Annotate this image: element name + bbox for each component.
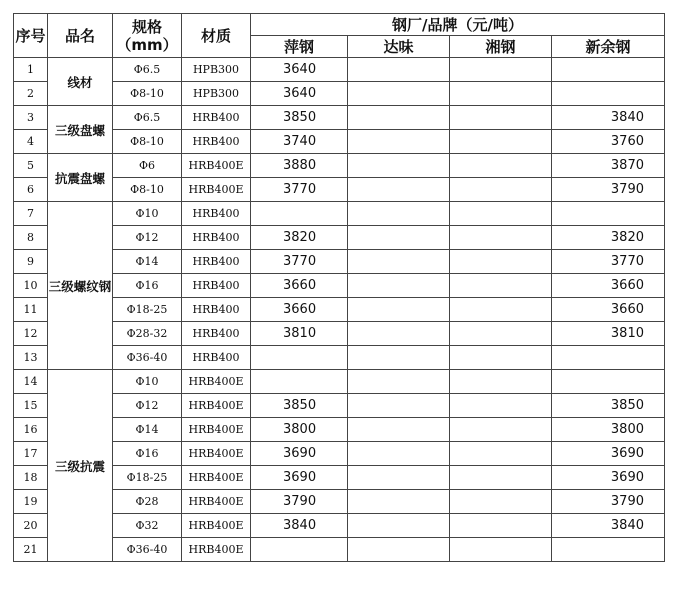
price-cell <box>348 154 450 178</box>
price-cell: 3880 <box>251 154 348 178</box>
row-seq: 10 <box>14 274 48 298</box>
row-seq: 12 <box>14 322 48 346</box>
header-brand-xianggang: 湘钢 <box>450 36 552 58</box>
row-material: HRB400 <box>182 106 251 130</box>
price-cell: 3790 <box>552 178 665 202</box>
row-seq: 14 <box>14 370 48 394</box>
price-cell: 3660 <box>552 298 665 322</box>
row-material: HPB300 <box>182 82 251 106</box>
product-name: 抗震盘螺 <box>48 154 113 202</box>
row-seq: 16 <box>14 418 48 442</box>
price-cell <box>450 178 552 202</box>
price-cell: 3850 <box>251 106 348 130</box>
price-cell: 3770 <box>251 178 348 202</box>
row-spec: Φ8-10 <box>113 178 182 202</box>
price-cell <box>552 58 665 82</box>
row-seq: 21 <box>14 538 48 562</box>
row-material: HRB400E <box>182 514 251 538</box>
price-cell <box>450 202 552 226</box>
product-name: 三级盘螺 <box>48 106 113 154</box>
row-seq: 7 <box>14 202 48 226</box>
row-spec: Φ14 <box>113 250 182 274</box>
price-cell <box>348 130 450 154</box>
row-material: HPB300 <box>182 58 251 82</box>
row-seq: 4 <box>14 130 48 154</box>
header-seq: 序号 <box>14 14 48 58</box>
price-cell: 3770 <box>251 250 348 274</box>
row-seq: 9 <box>14 250 48 274</box>
header-spec: 规格（mm） <box>113 14 182 58</box>
row-spec: Φ10 <box>113 370 182 394</box>
price-cell: 3840 <box>251 514 348 538</box>
header-brand-xinyugang: 新余钢 <box>552 36 665 58</box>
header-brand-group: 钢厂/品牌（元/吨） <box>251 14 665 36</box>
product-name: 三级抗震 <box>48 370 113 562</box>
price-cell: 3760 <box>552 130 665 154</box>
row-material: HRB400E <box>182 442 251 466</box>
row-material: HRB400E <box>182 418 251 442</box>
row-seq: 18 <box>14 466 48 490</box>
row-spec: Φ28 <box>113 490 182 514</box>
row-seq: 3 <box>14 106 48 130</box>
row-spec: Φ8-10 <box>113 82 182 106</box>
row-spec: Φ36-40 <box>113 538 182 562</box>
price-cell: 3690 <box>552 466 665 490</box>
price-cell <box>552 202 665 226</box>
row-seq: 5 <box>14 154 48 178</box>
row-seq: 19 <box>14 490 48 514</box>
price-cell <box>251 370 348 394</box>
price-cell: 3820 <box>552 226 665 250</box>
price-cell: 3770 <box>552 250 665 274</box>
product-name: 线材 <box>48 58 113 106</box>
price-cell <box>450 442 552 466</box>
price-cell <box>348 514 450 538</box>
header-brand-pinggang: 萍钢 <box>251 36 348 58</box>
price-cell <box>348 82 450 106</box>
price-cell: 3800 <box>251 418 348 442</box>
row-spec: Φ10 <box>113 202 182 226</box>
header-row-top <box>14 14 665 36</box>
price-cell: 3840 <box>552 514 665 538</box>
row-material: HRB400 <box>182 202 251 226</box>
price-cell <box>450 250 552 274</box>
price-cell <box>348 394 450 418</box>
price-cell <box>450 490 552 514</box>
price-cell <box>450 130 552 154</box>
table-row <box>14 154 665 178</box>
row-spec: Φ6.5 <box>113 106 182 130</box>
row-material: HRB400 <box>182 130 251 154</box>
price-cell: 3850 <box>251 394 348 418</box>
price-cell <box>348 298 450 322</box>
row-seq: 11 <box>14 298 48 322</box>
price-cell: 3690 <box>251 442 348 466</box>
price-cell: 3870 <box>552 154 665 178</box>
price-cell: 3660 <box>552 274 665 298</box>
price-cell <box>251 538 348 562</box>
row-spec: Φ8-10 <box>113 130 182 154</box>
price-cell <box>450 58 552 82</box>
table-row <box>14 58 665 82</box>
row-material: HRB400E <box>182 154 251 178</box>
steel-price-table <box>13 13 665 562</box>
row-material: HRB400E <box>182 490 251 514</box>
price-cell <box>348 202 450 226</box>
row-spec: Φ16 <box>113 274 182 298</box>
price-cell <box>450 466 552 490</box>
row-seq: 6 <box>14 178 48 202</box>
price-cell: 3800 <box>552 418 665 442</box>
row-material: HRB400E <box>182 538 251 562</box>
price-cell <box>450 370 552 394</box>
row-material: HRB400 <box>182 346 251 370</box>
price-cell: 3840 <box>552 106 665 130</box>
row-material: HRB400E <box>182 178 251 202</box>
price-cell <box>348 370 450 394</box>
price-cell <box>348 466 450 490</box>
row-material: HRB400 <box>182 226 251 250</box>
price-cell <box>450 394 552 418</box>
row-spec: Φ12 <box>113 226 182 250</box>
price-cell <box>450 538 552 562</box>
row-spec: Φ6 <box>113 154 182 178</box>
header-brand-dawei: 达味 <box>348 36 450 58</box>
row-spec: Φ14 <box>113 418 182 442</box>
price-cell <box>348 346 450 370</box>
price-cell <box>450 322 552 346</box>
row-seq: 2 <box>14 82 48 106</box>
row-spec: Φ12 <box>113 394 182 418</box>
price-cell: 3740 <box>251 130 348 154</box>
row-spec: Φ6.5 <box>113 58 182 82</box>
row-seq: 15 <box>14 394 48 418</box>
row-seq: 13 <box>14 346 48 370</box>
price-cell <box>552 82 665 106</box>
price-cell <box>552 538 665 562</box>
row-material: HRB400E <box>182 370 251 394</box>
row-spec: Φ36-40 <box>113 346 182 370</box>
price-cell <box>348 538 450 562</box>
price-cell <box>348 490 450 514</box>
price-cell <box>450 154 552 178</box>
price-cell: 3640 <box>251 58 348 82</box>
price-cell <box>348 250 450 274</box>
row-seq: 17 <box>14 442 48 466</box>
price-cell <box>348 274 450 298</box>
price-cell <box>450 298 552 322</box>
price-cell: 3660 <box>251 298 348 322</box>
product-name: 三级螺纹钢 <box>48 202 113 370</box>
price-cell: 3690 <box>251 466 348 490</box>
row-material: HRB400 <box>182 274 251 298</box>
price-cell <box>450 346 552 370</box>
price-cell <box>552 346 665 370</box>
price-cell <box>348 226 450 250</box>
row-material: HRB400E <box>182 466 251 490</box>
price-cell <box>450 106 552 130</box>
price-table-body <box>14 58 665 562</box>
price-cell: 3810 <box>552 322 665 346</box>
row-material: HRB400 <box>182 298 251 322</box>
row-material: HRB400 <box>182 322 251 346</box>
price-cell <box>348 322 450 346</box>
price-cell <box>552 370 665 394</box>
table-row <box>14 106 665 130</box>
price-cell <box>348 442 450 466</box>
header-name: 品名 <box>48 14 113 58</box>
header-material: 材质 <box>182 14 251 58</box>
price-cell: 3640 <box>251 82 348 106</box>
price-cell: 3810 <box>251 322 348 346</box>
row-spec: Φ28-32 <box>113 322 182 346</box>
table-row <box>14 202 665 226</box>
row-seq: 8 <box>14 226 48 250</box>
row-spec: Φ18-25 <box>113 298 182 322</box>
price-cell <box>450 226 552 250</box>
price-cell <box>348 178 450 202</box>
price-cell <box>450 418 552 442</box>
price-cell <box>450 274 552 298</box>
price-cell <box>251 202 348 226</box>
price-cell: 3790 <box>251 490 348 514</box>
price-cell <box>251 346 348 370</box>
row-spec: Φ18-25 <box>113 466 182 490</box>
price-cell: 3820 <box>251 226 348 250</box>
row-material: HRB400E <box>182 394 251 418</box>
row-spec: Φ16 <box>113 442 182 466</box>
price-cell: 3660 <box>251 274 348 298</box>
price-cell <box>348 106 450 130</box>
table-row <box>14 370 665 394</box>
price-cell <box>450 514 552 538</box>
row-spec: Φ32 <box>113 514 182 538</box>
price-cell: 3850 <box>552 394 665 418</box>
row-material: HRB400 <box>182 250 251 274</box>
price-cell <box>348 418 450 442</box>
price-table-container <box>13 13 665 562</box>
price-cell: 3690 <box>552 442 665 466</box>
price-cell: 3790 <box>552 490 665 514</box>
row-seq: 20 <box>14 514 48 538</box>
row-seq: 1 <box>14 58 48 82</box>
price-cell <box>348 58 450 82</box>
price-cell <box>450 82 552 106</box>
